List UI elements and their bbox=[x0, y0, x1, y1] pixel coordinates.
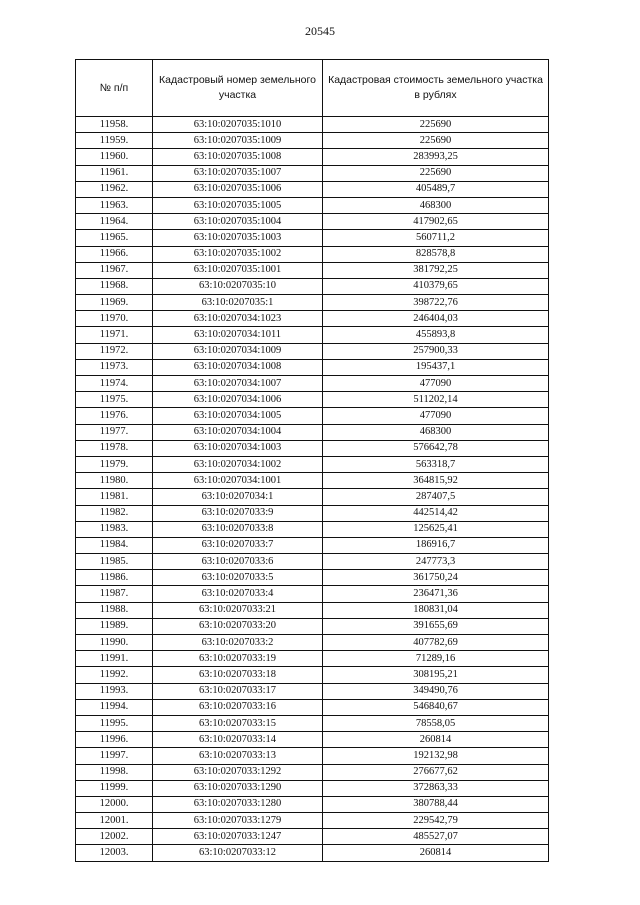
table-row bbox=[76, 505, 549, 521]
table-row bbox=[76, 149, 549, 165]
cadastral-value-cell: 485527,07 bbox=[323, 829, 549, 845]
cadastral-value-cell: 364815,92 bbox=[323, 473, 549, 489]
cadastral-value-cell: 576642,78 bbox=[323, 440, 549, 456]
cadastral-value-cell: 225690 bbox=[323, 165, 549, 181]
cadastral-value-cell: 560711,2 bbox=[323, 230, 549, 246]
table-row bbox=[76, 392, 549, 408]
table-row bbox=[76, 489, 549, 505]
table-row bbox=[76, 667, 549, 683]
table-row bbox=[76, 537, 549, 553]
cadastral-value-cell: 477090 bbox=[323, 376, 549, 392]
table-row bbox=[76, 214, 549, 230]
table-row bbox=[76, 456, 549, 472]
row-number-cell: 11976. bbox=[76, 408, 153, 424]
cadastral-number-cell: 63:10:0207034:1004 bbox=[153, 424, 323, 440]
row-number-cell: 11967. bbox=[76, 262, 153, 278]
cadastral-value-cell: 78558,05 bbox=[323, 715, 549, 731]
row-number-cell: 11982. bbox=[76, 505, 153, 521]
row-number-cell: 11971. bbox=[76, 327, 153, 343]
cadastral-number-cell: 63:10:0207033:7 bbox=[153, 537, 323, 553]
table-row bbox=[76, 683, 549, 699]
cadastral-value-cell: 546840,67 bbox=[323, 699, 549, 715]
cadastral-value-cell: 283993,25 bbox=[323, 149, 549, 165]
row-number-cell: 11975. bbox=[76, 392, 153, 408]
table-row bbox=[76, 295, 549, 311]
cadastral-number-cell: 63:10:0207035:1001 bbox=[153, 262, 323, 278]
table-row bbox=[76, 181, 549, 197]
row-number-cell: 11999. bbox=[76, 780, 153, 796]
table-row bbox=[76, 133, 549, 149]
row-number-cell: 11972. bbox=[76, 343, 153, 359]
row-number-cell: 11977. bbox=[76, 424, 153, 440]
row-number-cell: 11993. bbox=[76, 683, 153, 699]
cadastral-value-cell: 308195,21 bbox=[323, 667, 549, 683]
table-header bbox=[76, 60, 549, 117]
cadastral-number-cell: 63:10:0207033:13 bbox=[153, 748, 323, 764]
table-row bbox=[76, 246, 549, 262]
cadastral-value-cell: 828578,8 bbox=[323, 246, 549, 262]
row-number-cell: 11983. bbox=[76, 521, 153, 537]
cadastral-value-cell: 260814 bbox=[323, 732, 549, 748]
row-number-cell: 11995. bbox=[76, 715, 153, 731]
header-row bbox=[76, 60, 549, 117]
row-number-cell: 11988. bbox=[76, 602, 153, 618]
cadastral-number-cell: 63:10:0207033:5 bbox=[153, 570, 323, 586]
cadastral-number-cell: 63:10:0207035:1005 bbox=[153, 197, 323, 213]
header-number: № п/п bbox=[76, 60, 153, 117]
table-row bbox=[76, 521, 549, 537]
cadastral-number-cell: 63:10:0207033:21 bbox=[153, 602, 323, 618]
cadastral-value-cell: 247773,3 bbox=[323, 554, 549, 570]
table-row bbox=[76, 845, 549, 861]
cadastral-number-cell: 63:10:0207033:1279 bbox=[153, 813, 323, 829]
cadastral-number-cell: 63:10:0207033:20 bbox=[153, 618, 323, 634]
table-row bbox=[76, 440, 549, 456]
table-row bbox=[76, 813, 549, 829]
row-number-cell: 11966. bbox=[76, 246, 153, 262]
cadastral-value-cell: 398722,76 bbox=[323, 295, 549, 311]
row-number-cell: 11990. bbox=[76, 635, 153, 651]
table-row bbox=[76, 764, 549, 780]
table-row bbox=[76, 311, 549, 327]
row-number-cell: 11962. bbox=[76, 181, 153, 197]
table-row bbox=[76, 376, 549, 392]
cadastral-value-cell: 511202,14 bbox=[323, 392, 549, 408]
cadastral-number-cell: 63:10:0207033:17 bbox=[153, 683, 323, 699]
cadastral-value-cell: 287407,5 bbox=[323, 489, 549, 505]
cadastral-number-cell: 63:10:0207035:1002 bbox=[153, 246, 323, 262]
cadastral-number-cell: 63:10:0207033:18 bbox=[153, 667, 323, 683]
cadastral-value-cell: 468300 bbox=[323, 197, 549, 213]
row-number-cell: 11987. bbox=[76, 586, 153, 602]
cadastral-number-cell: 63:10:0207034:1003 bbox=[153, 440, 323, 456]
row-number-cell: 11980. bbox=[76, 473, 153, 489]
row-number-cell: 11973. bbox=[76, 359, 153, 375]
row-number-cell: 11984. bbox=[76, 537, 153, 553]
row-number-cell: 12003. bbox=[76, 845, 153, 861]
table-row bbox=[76, 278, 549, 294]
row-number-cell: 11968. bbox=[76, 278, 153, 294]
table-row bbox=[76, 554, 549, 570]
table-row bbox=[76, 117, 549, 133]
cadastral-value-cell: 417902,65 bbox=[323, 214, 549, 230]
cadastral-number-cell: 63:10:0207035:1004 bbox=[153, 214, 323, 230]
cadastral-value-cell: 195437,1 bbox=[323, 359, 549, 375]
cadastral-number-cell: 63:10:0207034:1005 bbox=[153, 408, 323, 424]
cadastral-value-cell: 236471,36 bbox=[323, 586, 549, 602]
table-row bbox=[76, 829, 549, 845]
cadastral-number-cell: 63:10:0207034:1008 bbox=[153, 359, 323, 375]
row-number-cell: 11965. bbox=[76, 230, 153, 246]
row-number-cell: 11974. bbox=[76, 376, 153, 392]
cadastral-value-cell: 225690 bbox=[323, 133, 549, 149]
cadastral-value-cell: 477090 bbox=[323, 408, 549, 424]
cadastral-value-cell: 125625,41 bbox=[323, 521, 549, 537]
cadastral-value-cell: 186916,7 bbox=[323, 537, 549, 553]
table-row bbox=[76, 359, 549, 375]
cadastral-value-cell: 229542,79 bbox=[323, 813, 549, 829]
row-number-cell: 11964. bbox=[76, 214, 153, 230]
cadastral-number-cell: 63:10:0207033:14 bbox=[153, 732, 323, 748]
cadastral-number-cell: 63:10:0207034:1011 bbox=[153, 327, 323, 343]
cadastral-value-cell: 391655,69 bbox=[323, 618, 549, 634]
table-row bbox=[76, 165, 549, 181]
table-row bbox=[76, 473, 549, 489]
row-number-cell: 11961. bbox=[76, 165, 153, 181]
table-row bbox=[76, 748, 549, 764]
row-number-cell: 11991. bbox=[76, 651, 153, 667]
table-row bbox=[76, 635, 549, 651]
cadastral-number-cell: 63:10:0207034:1006 bbox=[153, 392, 323, 408]
cadastral-number-cell: 63:10:0207033:1280 bbox=[153, 796, 323, 812]
cadastral-number-cell: 63:10:0207034:1 bbox=[153, 489, 323, 505]
cadastral-value-cell: 410379,65 bbox=[323, 278, 549, 294]
cadastral-number-cell: 63:10:0207034:1023 bbox=[153, 311, 323, 327]
table-row bbox=[76, 327, 549, 343]
table-row bbox=[76, 715, 549, 731]
table-row bbox=[76, 618, 549, 634]
cadastral-number-cell: 63:10:0207034:1002 bbox=[153, 456, 323, 472]
row-number-cell: 11998. bbox=[76, 764, 153, 780]
row-number-cell: 11970. bbox=[76, 311, 153, 327]
row-number-cell: 12000. bbox=[76, 796, 153, 812]
cadastral-number-cell: 63:10:0207035:1009 bbox=[153, 133, 323, 149]
land-plot-table bbox=[75, 59, 549, 862]
cadastral-number-cell: 63:10:0207033:19 bbox=[153, 651, 323, 667]
cadastral-value-cell: 380788,44 bbox=[323, 796, 549, 812]
table-row bbox=[76, 343, 549, 359]
cadastral-value-cell: 361750,24 bbox=[323, 570, 549, 586]
cadastral-value-cell: 349490,76 bbox=[323, 683, 549, 699]
row-number-cell: 11963. bbox=[76, 197, 153, 213]
cadastral-value-cell: 180831,04 bbox=[323, 602, 549, 618]
cadastral-number-cell: 63:10:0207034:1001 bbox=[153, 473, 323, 489]
cadastral-number-cell: 63:10:0207035:1008 bbox=[153, 149, 323, 165]
row-number-cell: 11978. bbox=[76, 440, 153, 456]
row-number-cell: 11981. bbox=[76, 489, 153, 505]
header-cadastral-number: Кадастровый номер земельного участка bbox=[153, 60, 323, 117]
table-row bbox=[76, 796, 549, 812]
row-number-cell: 11992. bbox=[76, 667, 153, 683]
cadastral-value-cell: 455893,8 bbox=[323, 327, 549, 343]
cadastral-number-cell: 63:10:0207033:9 bbox=[153, 505, 323, 521]
row-number-cell: 11969. bbox=[76, 295, 153, 311]
cadastral-number-cell: 63:10:0207033:2 bbox=[153, 635, 323, 651]
cadastral-number-cell: 63:10:0207033:1292 bbox=[153, 764, 323, 780]
table-row bbox=[76, 602, 549, 618]
cadastral-number-cell: 63:10:0207035:1003 bbox=[153, 230, 323, 246]
table-row bbox=[76, 262, 549, 278]
row-number-cell: 11979. bbox=[76, 456, 153, 472]
cadastral-number-cell: 63:10:0207033:1247 bbox=[153, 829, 323, 845]
row-number-cell: 11960. bbox=[76, 149, 153, 165]
row-number-cell: 11989. bbox=[76, 618, 153, 634]
cadastral-value-cell: 257900,33 bbox=[323, 343, 549, 359]
cadastral-number-cell: 63:10:0207035:1 bbox=[153, 295, 323, 311]
cadastral-value-cell: 405489,7 bbox=[323, 181, 549, 197]
table-body bbox=[76, 117, 549, 862]
table-row bbox=[76, 408, 549, 424]
table-row bbox=[76, 230, 549, 246]
cadastral-value-cell: 246404,03 bbox=[323, 311, 549, 327]
cadastral-number-cell: 63:10:0207035:1006 bbox=[153, 181, 323, 197]
cadastral-value-cell: 442514,42 bbox=[323, 505, 549, 521]
table-row bbox=[76, 780, 549, 796]
row-number-cell: 11997. bbox=[76, 748, 153, 764]
row-number-cell: 12001. bbox=[76, 813, 153, 829]
cadastral-number-cell: 63:10:0207033:1290 bbox=[153, 780, 323, 796]
table-row bbox=[76, 732, 549, 748]
table-row bbox=[76, 570, 549, 586]
table-row bbox=[76, 586, 549, 602]
cadastral-number-cell: 63:10:0207035:1010 bbox=[153, 117, 323, 133]
cadastral-value-cell: 192132,98 bbox=[323, 748, 549, 764]
cadastral-value-cell: 563318,7 bbox=[323, 456, 549, 472]
cadastral-number-cell: 63:10:0207033:16 bbox=[153, 699, 323, 715]
row-number-cell: 11985. bbox=[76, 554, 153, 570]
cadastral-number-cell: 63:10:0207034:1007 bbox=[153, 376, 323, 392]
cadastral-value-cell: 372863,33 bbox=[323, 780, 549, 796]
table-row bbox=[76, 197, 549, 213]
cadastral-value-cell: 407782,69 bbox=[323, 635, 549, 651]
table-row bbox=[76, 699, 549, 715]
cadastral-number-cell: 63:10:0207033:4 bbox=[153, 586, 323, 602]
row-number-cell: 11986. bbox=[76, 570, 153, 586]
cadastral-value-cell: 71289,16 bbox=[323, 651, 549, 667]
cadastral-number-cell: 63:10:0207033:8 bbox=[153, 521, 323, 537]
cadastral-number-cell: 63:10:0207033:6 bbox=[153, 554, 323, 570]
cadastral-value-cell: 225690 bbox=[323, 117, 549, 133]
cadastral-number-cell: 63:10:0207033:15 bbox=[153, 715, 323, 731]
page-number: 20545 bbox=[305, 24, 335, 38]
cadastral-value-cell: 260814 bbox=[323, 845, 549, 861]
cadastral-number-cell: 63:10:0207035:10 bbox=[153, 278, 323, 294]
table-row bbox=[76, 651, 549, 667]
cadastral-number-cell: 63:10:0207034:1009 bbox=[153, 343, 323, 359]
header-cadastral-value: Кадастровая стоимость земельного участка в рублях bbox=[323, 60, 549, 117]
cadastral-number-cell: 63:10:0207035:1007 bbox=[153, 165, 323, 181]
row-number-cell: 11958. bbox=[76, 117, 153, 133]
row-number-cell: 11959. bbox=[76, 133, 153, 149]
row-number-cell: 11996. bbox=[76, 732, 153, 748]
table-row bbox=[76, 424, 549, 440]
row-number-cell: 12002. bbox=[76, 829, 153, 845]
cadastral-value-cell: 276677,62 bbox=[323, 764, 549, 780]
row-number-cell: 11994. bbox=[76, 699, 153, 715]
cadastral-value-cell: 468300 bbox=[323, 424, 549, 440]
cadastral-value-cell: 381792,25 bbox=[323, 262, 549, 278]
cadastral-number-cell: 63:10:0207033:12 bbox=[153, 845, 323, 861]
